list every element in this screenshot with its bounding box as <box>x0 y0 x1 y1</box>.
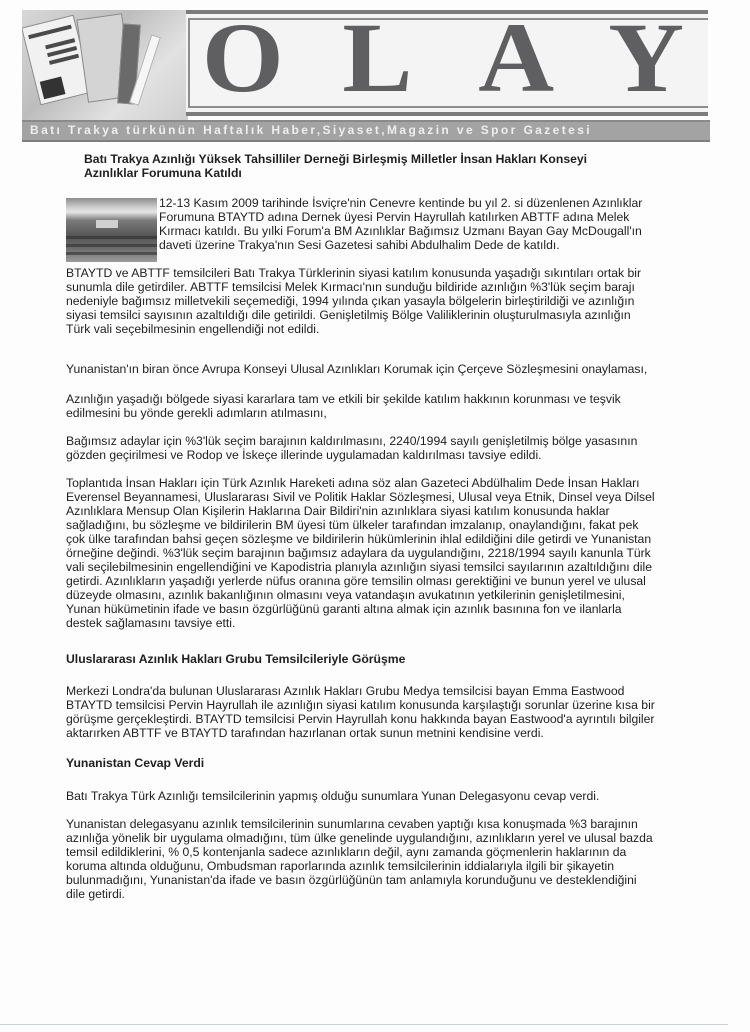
paragraph-line: Türk vali seçebilmesinin engellendiği not edildi. <box>66 322 320 336</box>
paragraph-line: düzeyde olmasını, azınlık bakanlığının olmasını veya vatandaşın avukatının yetkilerinin genişletilmesini, <box>66 588 625 602</box>
paragraph-line: koruma altında olduğunu, Ombudsman raporlarında azınlık temsilcilerinin iddialarıyla ilgili bir şikayetin <box>66 859 615 873</box>
masthead <box>22 2 710 140</box>
logo-letter: O <box>202 2 284 113</box>
paragraph-line: BTAYTD ve ABTTF temsilcileri Batı Trakya Türklerinin siyasi katılım konusunda yaşadığı sıkıntıları ortak bir <box>66 266 642 280</box>
paragraph-line: Azınlığın yaşadığı bölgede siyasi kararlara tam ve etkili bir şekilde katılım hakkının korunması ve teşvik <box>66 392 621 406</box>
paragraph-line: vali seçilebilmesinin engellendiğini ve Kapodistria planıyla azınlığın siyasi temsilci sayılarının azaltıldığını dile <box>66 560 652 574</box>
intro-line: Kırmacı katıldı. Bu yılki Forum'a BM Azınlıklar Bağımsız Uzmanı Bayan Gay McDougall'ın <box>159 224 642 238</box>
paragraph-line: Bağımsız adaylar için %3'lük seçim barajının kaldırılmasını, 2240/1994 sayılı genişletilmiş bölge yasasının <box>66 434 638 448</box>
article-title: Batı Trakya Azınlığı Yüksek Tahsilliler Derneği Birleşmiş Milletler İnsan Hakları Konseyi <box>84 152 588 166</box>
logo-letter: A <box>478 2 555 113</box>
paragraph-line: gözden geçirilmesi ve Rodop ve İskeçe illerinde uygulamadan kaldırılması tavsiye edildi. <box>66 448 542 462</box>
paragraph-line: çok ülke tarafından bahsi geçen sözleşme ve bildirilerin hükümlerinin ihlal edildiğini dile getirdi ve Yunanistan <box>66 532 652 546</box>
paragraph-line: Merkezi Londra'da bulunan Uluslararası Azınlık Hakları Grubu Medya temsilcisi bayan Emma Eastwood <box>66 684 625 698</box>
paragraph-line: azınlığa yönelik bir uygulama olmadığını, tüm ülke genelinde uygulandığını, azınlıkların yerel ve ulusal bazda <box>66 831 653 845</box>
paragraph-line: Azınlıklara Mensup Olan Kişilerin Haklarına Dair Bildiri'nin azınlıklara siyasi katılım konusunda haklar <box>66 504 610 518</box>
paragraph-line: dile getirdi. <box>66 887 125 901</box>
paragraph-line: temsil edildiklerini, % 0,5 kontenjanla sadece azınlıkların değil, aynı zamanda göçmenlerin haklarının da <box>66 845 627 859</box>
tagline-bar <box>22 120 710 142</box>
paragraph-line: Yunanistan delegasyanu azınlık temsilcilerinin sunumlarına cevaben yaptığı kısa konuşmada %3 barajının <box>66 817 638 831</box>
magazines-image <box>22 10 188 120</box>
paragraph-line: nedeniyle bağımsız milletvekili seçemediği, 1994 yılında çıkan yasayla bölgelerin birleştirildiği ve azınlığın <box>66 294 635 308</box>
article-title: Azınlıklar Forumuna Katıldı <box>84 166 242 180</box>
logo <box>186 2 708 116</box>
paragraph-line: siyasi temsilci sayısının azaltıldığı dile getirildi. Genişletilmiş Bölge Valiliklerinin oluşturulmasıyla azınlığın <box>66 308 631 322</box>
paragraph-line: Batı Trakya Türk Azınlığı temsilcilerinin yapmış olduğu sunumlara Yunan Delegasyonu cevap verdi. <box>66 789 600 803</box>
paragraph-line: Yunan hükümetinin ifade ve basın özgürlüğünü garanti altına almak için azınlık basınına fon ve ilanlarla <box>66 602 622 616</box>
paragraph-line: edilmesini bu yönde gerekli adımların atılmasını, <box>66 406 327 420</box>
paragraph-line: BTAYTD temsilcisi Pervin Hayrullah ile azınlığın siyasi katılım konusunda karşılaştığı sorunlar üzerine kısa bir <box>66 698 655 712</box>
logo-letter: L <box>342 2 413 113</box>
paragraph-line: bulunmadığını, Yunanistan'da ifade ve basın özgürlüğünün tam anlamıyla korunduğunu ve desteklendiğini <box>66 873 637 887</box>
intro-line: daveti üzerine Trakya'nın Sesi Gazetesi sahibi Abdulhalim Dede de katıldı. <box>159 238 560 252</box>
paragraph-line: Everensel Beyannamesi, Uluslararası Sivil ve Politik Haklar Sözleşmesi, Ulusal veya Etnik, Dinsel veya Dilsel <box>66 490 655 504</box>
paragraph-line: aktarırken ABTTF ve BTAYTD tarafından hazırlanan ortak sunun metnini kendisine verdi. <box>66 726 544 740</box>
paragraph-line: örneğine değindi. %3'lük seçim barajının bağımsız adaylara da uygulandığını, 2218/1994 sayılı kanunla Türk <box>66 546 651 560</box>
paragraph-line: görüşme gerçekleştirdi. BTAYTD temsilcisi Pervin Hayrullah konu hakkında bayan Eastwood'a ayrıntılı bilgiler <box>66 712 655 726</box>
paragraph-line: Toplantıda İnsan Hakları için Türk Azınlık Hareketi adına söz alan Gazeteci Abdülhalim Dede İnsan Hakları <box>66 476 640 490</box>
paragraph-line: Yunanistan'ın biran önce Avrupa Konseyi Ulusal Azınlıkları Korumak için Çerçeve Sözleşmesini onaylaması, <box>66 362 648 376</box>
paragraph-line: destek sağlamasını tavsiye etti. <box>66 616 236 630</box>
logo-letter: Y <box>608 2 685 113</box>
intro-line: 12-13 Kasım 2009 tarihinde İsviçre'nin Cenevre kentinde bu yıl 2. si düzenlenen Azınlıklar <box>159 196 643 210</box>
section-heading: Yunanistan Cevap Verdi <box>66 756 205 770</box>
section-heading: Uluslararası Azınlık Hakları Grubu Temsilcileriyle Görüşme <box>66 652 406 666</box>
tagline: Batı Trakya türkünün Haftalık Haber,Siyaset,Magazin ve Spor Gazetesi <box>30 123 593 137</box>
intro-line: Forumuna BTAYTD adına Dernek üyesi Pervin Hayrullah katılırken ABTTF adına Melek <box>159 210 630 224</box>
paragraph-line: sunumla dile getirdiler. ABTTF temsilcisi Melek Kırmacı'nın sunduğu bildiride azınlığın %3'lük seçim barajı <box>66 280 635 294</box>
paragraph-line: getirdi. Azınlıkların yaşadığı yerlerde nüfus oranına göre temsilin olması gerektiğini ve bunun yerel ve ulusal <box>66 574 646 588</box>
page-edge-line <box>0 1024 728 1025</box>
paragraph-line: sağladığını, bu sözleşme ve bildirilerin BM üyesi tüm ülkeler tarafından imzalanıp, onaylandığını, fakat pek <box>66 518 639 532</box>
forum-photo <box>66 198 157 262</box>
